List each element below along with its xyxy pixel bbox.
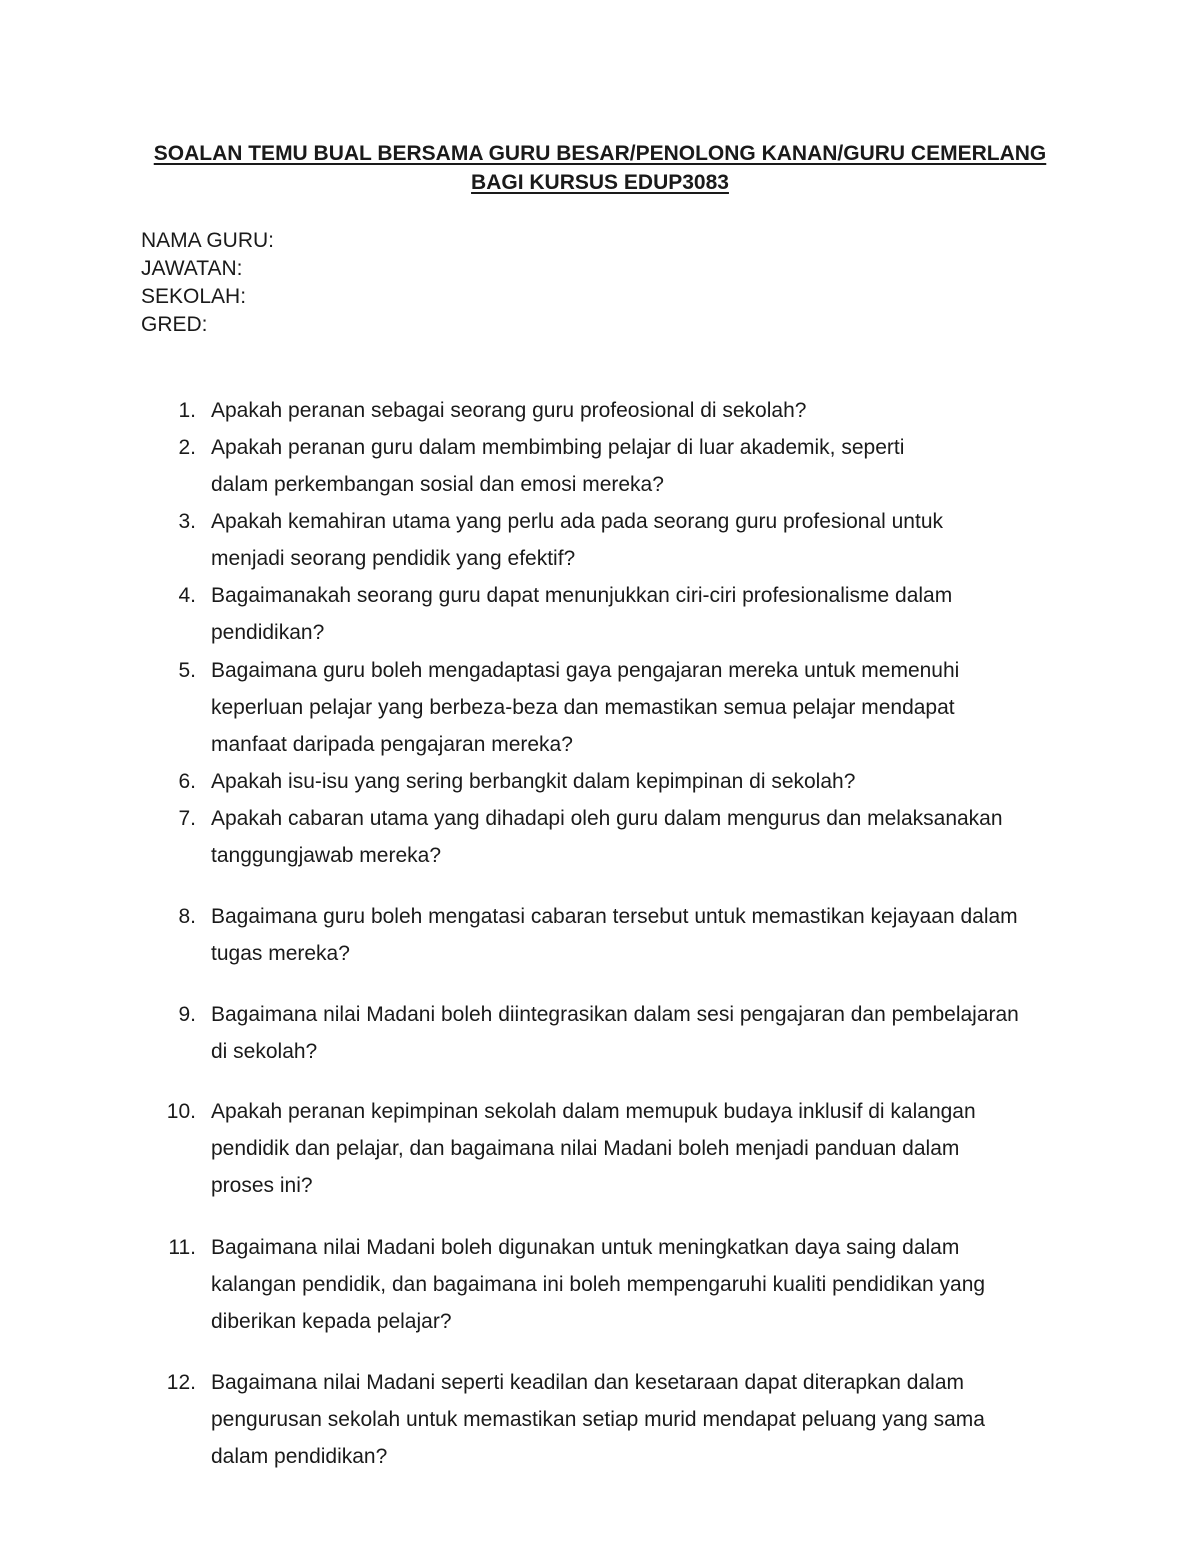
question-text-line: keperluan pelajar yang berbeza-beza dan memastikan semua pelajar mendapat — [211, 696, 955, 719]
question-number: 2. — [178, 436, 196, 459]
question-number: 3. — [178, 510, 196, 533]
question-text-line: proses ini? — [211, 1174, 313, 1197]
question-text-line: dalam pendidikan? — [211, 1445, 388, 1468]
title-line-2: BAGI KURSUS EDUP3083 — [471, 171, 729, 194]
question-text-line: Apakah peranan kepimpinan sekolah dalam memupuk budaya inklusif di kalangan — [211, 1100, 976, 1123]
question-number: 6. — [178, 770, 196, 793]
question-text-line: Apakah isu-isu yang sering berbangkit dalam kepimpinan di sekolah? — [211, 770, 856, 793]
question-number: 4. — [178, 584, 196, 607]
question-text-line: Apakah kemahiran utama yang perlu ada pada seorang guru profesional untuk — [211, 510, 943, 533]
question-text-line: di sekolah? — [211, 1040, 318, 1063]
question-text-line: tugas mereka? — [211, 942, 350, 965]
question-text-line: Apakah peranan guru dalam membimbing pelajar di luar akademik, seperti — [211, 436, 905, 459]
question-text-line: pendidik dan pelajar, dan bagaimana nilai Madani boleh menjadi panduan dalam — [211, 1137, 960, 1160]
question-text-line: Bagaimana nilai Madani boleh digunakan untuk meningkatkan daya saing dalam — [211, 1236, 960, 1259]
field-gred: GRED: — [141, 313, 208, 336]
field-nama-guru: NAMA GURU: — [141, 229, 275, 252]
question-number: 11. — [168, 1236, 196, 1259]
question-number: 10. — [166, 1100, 196, 1123]
title-line-1: SOALAN TEMU BUAL BERSAMA GURU BESAR/PENOLONG KANAN/GURU CEMERLANG — [153, 142, 1047, 165]
question-number: 9. — [178, 1003, 196, 1026]
question-text-line: pengurusan sekolah untuk memastikan setiap murid mendapat peluang yang sama — [211, 1408, 985, 1431]
question-text-line: Bagaimanakah seorang guru dapat menunjukkan ciri-ciri profesionalisme dalam — [211, 584, 953, 607]
question-text-line: manfaat daripada pengajaran mereka? — [211, 733, 573, 756]
question-text-line: Apakah cabaran utama yang dihadapi oleh guru dalam mengurus dan melaksanakan — [211, 807, 1003, 830]
question-text-line: pendidikan? — [211, 621, 325, 644]
question-text-line: menjadi seorang pendidik yang efektif? — [211, 547, 576, 570]
question-text-line: Apakah peranan sebagai seorang guru profeosional di sekolah? — [211, 399, 807, 422]
question-text-line: Bagaimana nilai Madani seperti keadilan dan kesetaraan dapat diterapkan dalam — [211, 1371, 964, 1394]
question-text-line: Bagaimana nilai Madani boleh diintegrasikan dalam sesi pengajaran dan pembelajaran — [211, 1003, 1019, 1026]
question-number: 5. — [178, 659, 196, 682]
field-sekolah: SEKOLAH: — [141, 285, 247, 308]
question-number: 1. — [178, 399, 196, 422]
question-text-line: tanggungjawab mereka? — [211, 844, 441, 867]
question-text-line: kalangan pendidik, dan bagaimana ini boleh mempengaruhi kualiti pendidikan yang — [211, 1273, 986, 1296]
question-text-line: Bagaimana guru boleh mengadaptasi gaya pengajaran mereka untuk memenuhi — [211, 659, 960, 682]
question-number: 12. — [166, 1371, 196, 1394]
question-number: 7. — [178, 807, 196, 830]
field-jawatan: JAWATAN: — [141, 257, 243, 280]
question-text-line: diberikan kepada pelajar? — [211, 1310, 452, 1333]
question-number: 8. — [178, 905, 196, 928]
question-text-line: Bagaimana guru boleh mengatasi cabaran tersebut untuk memastikan kejayaan dalam — [211, 905, 1018, 928]
question-text-line: dalam perkembangan sosial dan emosi mereka? — [211, 473, 664, 496]
